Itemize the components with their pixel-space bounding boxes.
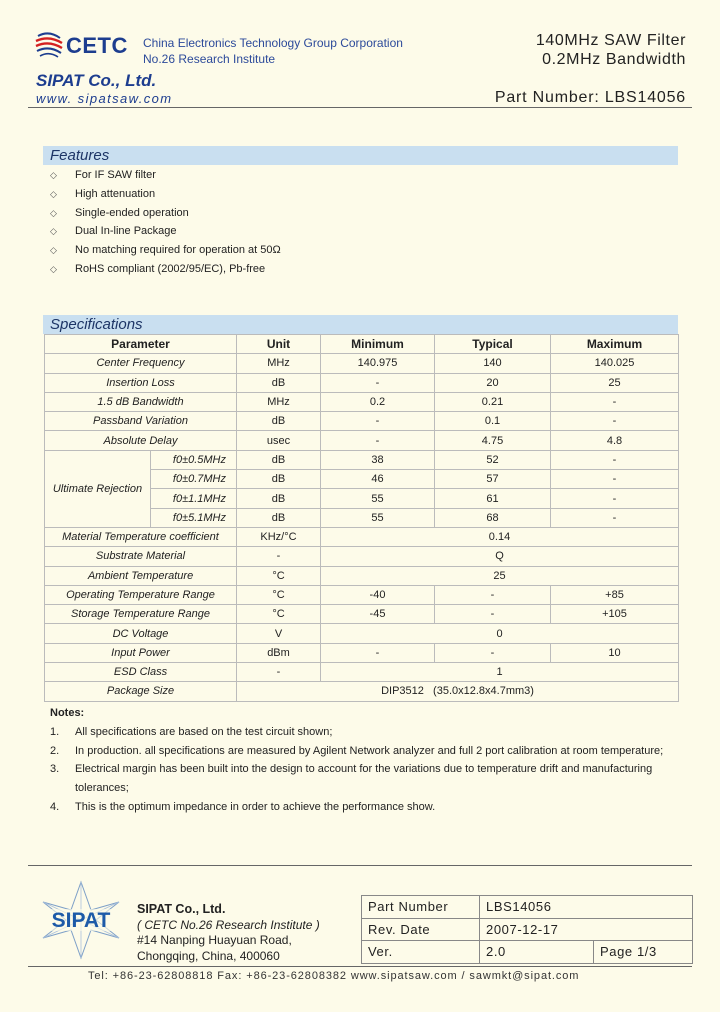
table-row: f0±5.1MHz dB 55 68 - bbox=[45, 508, 679, 527]
feature-item: ◇ For IF SAW filter bbox=[50, 166, 281, 185]
table-row: Center Frequency MHz 140.975 140 140.025 bbox=[45, 354, 679, 373]
feature-item: ◇ Dual In-line Package bbox=[50, 222, 281, 241]
footer-info-table bbox=[361, 895, 693, 964]
cetc-logo-text: CETC bbox=[66, 33, 128, 58]
table-row: Part Number LBS14056 bbox=[362, 896, 693, 919]
table-row: Absolute Delay usec - 4.75 4.8 bbox=[45, 431, 679, 450]
svg-text:SIPAT: SIPAT bbox=[51, 909, 111, 932]
feature-item: ◇ RoHS compliant (2002/95/EC), Pb-free bbox=[50, 260, 281, 279]
website-link[interactable]: www. sipatsaw.com bbox=[36, 91, 173, 106]
header-divider bbox=[28, 107, 692, 108]
table-row: f0±0.7MHz dB 46 57 - bbox=[45, 470, 679, 489]
table-row: Material Temperature coefficient KHz/°C 0.14 bbox=[45, 527, 679, 546]
features-heading: Features bbox=[43, 146, 678, 165]
feature-item: ◇ No matching required for operation at 50Ω bbox=[50, 241, 281, 260]
table-header-row bbox=[45, 335, 679, 354]
column-header: Minimum bbox=[321, 335, 435, 354]
diamond-bullet-icon: ◇ bbox=[50, 188, 57, 199]
table-row: Passband Variation dB - 0.1 - bbox=[45, 412, 679, 431]
specifications-heading: Specifications bbox=[43, 315, 678, 334]
features-list bbox=[50, 166, 281, 279]
column-header: Unit bbox=[237, 335, 321, 354]
table-row: Ver. 2.0 Page 1/3 bbox=[362, 941, 693, 964]
feature-item: ◇ High attenuation bbox=[50, 185, 281, 204]
table-row: DC Voltage V 0 bbox=[45, 624, 679, 643]
footer-divider bbox=[28, 865, 692, 866]
diamond-bullet-icon: ◇ bbox=[50, 226, 57, 237]
column-header: Typical bbox=[435, 335, 551, 354]
table-row: Storage Temperature Range °C -45 - +105 bbox=[45, 605, 679, 624]
company-name: SIPAT Co., Ltd. bbox=[36, 71, 157, 90]
notes-title: Notes: bbox=[50, 707, 85, 719]
diamond-bullet-icon: ◇ bbox=[50, 263, 57, 274]
table-row: Ambient Temperature °C 25 bbox=[45, 566, 679, 585]
table-row: Substrate Material - Q bbox=[45, 547, 679, 566]
table-row: Rev. Date 2007-12-17 bbox=[362, 918, 693, 941]
note-item: 1. All specifications are based on the test circuit shown; bbox=[50, 725, 333, 738]
contact-divider bbox=[28, 966, 692, 967]
table-row: Input Power dBm - - 10 bbox=[45, 643, 679, 662]
cetc-logo-icon bbox=[34, 32, 64, 58]
part-number: Part Number: LBS14056 bbox=[494, 89, 686, 106]
column-header: Maximum bbox=[551, 335, 679, 354]
column-header: Parameter bbox=[45, 335, 237, 354]
specifications-table bbox=[44, 334, 679, 702]
diamond-bullet-icon: ◇ bbox=[50, 170, 57, 180]
note-item: 4. This is the optimum impedance in order to achieve the performance show. bbox=[50, 800, 436, 813]
corporation-name: China Electronics Technology Group Corporation No.26 Research Institute bbox=[143, 36, 403, 66]
table-row: f0±1.1MHz dB 55 61 - bbox=[45, 489, 679, 508]
page-indicator: Page 1/3 bbox=[594, 941, 693, 964]
note-item: 3. Electrical margin has been built into the design to account for the variations due to temperature drift and manufacturing tolerances; bbox=[50, 763, 653, 795]
table-row: ESD Class - 1 bbox=[45, 663, 679, 682]
table-row: Operating Temperature Range °C -40 - +85 bbox=[45, 585, 679, 604]
note-item: 2. In production. all specifications are measured by Agilent Network analyzer and full 2 port calibration at room temperature; bbox=[50, 744, 664, 757]
notes-section bbox=[50, 704, 680, 817]
footer-company-info: SIPAT Co., Ltd. ( CETC No.26 Research Institute ) #14 Nanping Huayuan Road, Chongqing, China, 400060 bbox=[137, 902, 320, 963]
product-title: 140MHz SAW Filter 0.2MHz Bandwidth bbox=[535, 32, 686, 68]
feature-item: ◇ Single-ended operation bbox=[50, 204, 281, 223]
table-row: Ultimate Rejection f0±0.5MHz dB 38 52 - bbox=[45, 450, 679, 469]
rejection-label: Ultimate Rejection bbox=[45, 450, 151, 527]
table-row: 1.5 dB Bandwidth MHz 0.2 0.21 - bbox=[45, 392, 679, 411]
contact-info: Tel: +86-23-62808818 Fax: +86-23-62808382 www.sipatsaw.com / sawmkt@sipat.com bbox=[88, 970, 580, 982]
table-row: Insertion Loss dB - 20 25 bbox=[45, 373, 679, 392]
sipat-logo-icon bbox=[34, 880, 129, 960]
diamond-bullet-icon: ◇ bbox=[50, 207, 57, 218]
diamond-bullet-icon: ◇ bbox=[50, 245, 57, 256]
table-row: Package Size DIP3512 (35.0x12.8x4.7mm3) bbox=[45, 682, 679, 701]
